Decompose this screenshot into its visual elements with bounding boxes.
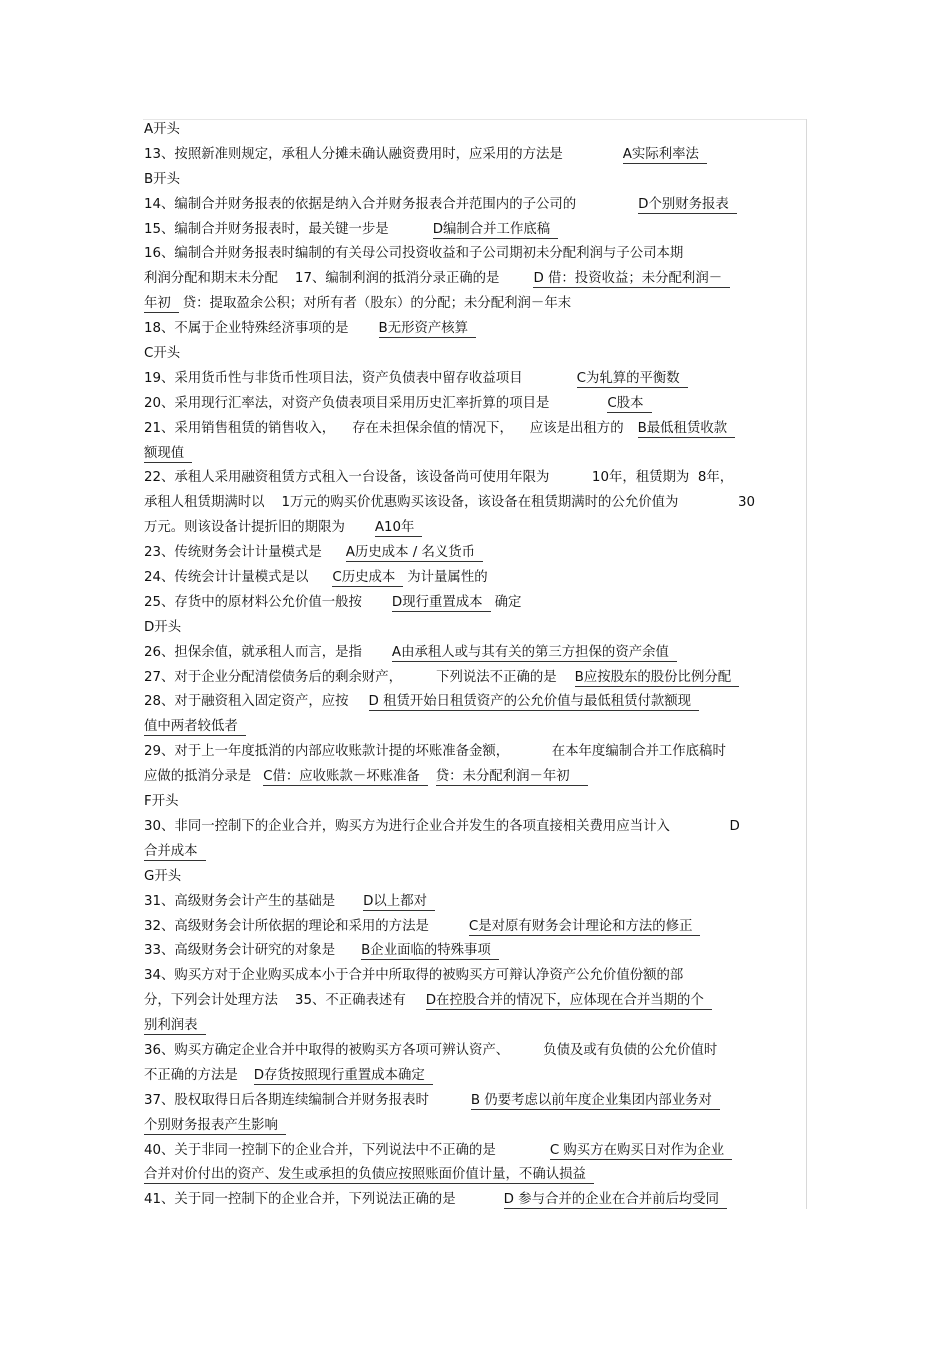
answer-text: A由承租人或与其有关的第三方担保的资产余值 <box>392 644 677 662</box>
text-line <box>144 317 808 342</box>
text-line <box>144 442 808 467</box>
text-line <box>144 218 808 243</box>
answer-text: B应按股东的股份比例分配 <box>575 669 739 687</box>
text-line <box>144 1163 808 1188</box>
question-text: 41、关于同一控制下的企业合并，下列说法正确的是 <box>144 1192 456 1208</box>
text-line <box>144 939 808 964</box>
answer-text: B企业面临的特殊事项 <box>361 942 499 960</box>
question-text: 31、高级财务会计产生的基础是 <box>144 893 336 909</box>
text-line <box>144 292 808 317</box>
text-line <box>144 840 808 865</box>
text-line <box>144 1039 808 1064</box>
answer-tail-text: 为计量属性的 <box>407 570 488 586</box>
question-text: 应做的抵消分录是 <box>144 769 252 785</box>
question-text: D开头 <box>144 619 182 635</box>
text-line <box>144 491 808 516</box>
question-text: 15、编制合并财务报表时，最关键一步是 <box>144 221 389 237</box>
answer-text: C股本 <box>607 395 651 413</box>
question-text: 19、采用货币性与非货币性项目法，资产负债表中留存收益项目 <box>144 370 523 386</box>
answer-text: D个别财务报表 <box>638 196 737 214</box>
question-text: 36、购买方确定企业合并中取得的被购买方各项可辨认资产、 负债及或有负债的公允价值时 <box>144 1042 718 1058</box>
answer-tail-text: 贷：提取盈余公积；对所有者（股东）的分配；未分配利润－年末 <box>182 296 572 312</box>
text-line <box>144 1064 808 1089</box>
question-text: 28、对于融资租入固定资产，应按 <box>144 694 349 710</box>
text-line <box>144 641 808 666</box>
text-line <box>144 466 808 491</box>
question-text: 分，下列会计处理方法 35、不正确表述有 <box>144 993 406 1009</box>
text-line <box>144 591 808 616</box>
answer-text: C 购买方在购买日对作为企业 <box>550 1142 732 1160</box>
answer-text: D 借：投资收益；未分配利润－ <box>533 270 730 288</box>
question-text: 利润分配和期末未分配 17、编制利润的抵消分录正确的是 <box>144 271 500 287</box>
text-line <box>144 790 808 815</box>
answer-text: 合并成本 <box>144 843 206 861</box>
answer-text: C历史成本 <box>332 569 403 587</box>
question-text: 37、股权取得日后各期连续编制合并财务报表时 <box>144 1092 429 1108</box>
answer-text: 额现值 <box>144 445 192 463</box>
text-line <box>144 964 808 989</box>
answer-text: D 参与合并的企业在合并前后均受同 <box>504 1191 727 1209</box>
answer-text: D以上都对 <box>363 893 435 911</box>
document-body <box>144 118 808 1213</box>
text-line <box>144 690 808 715</box>
question-text: C开头 <box>144 346 181 362</box>
text-line <box>144 740 808 765</box>
answer-tail-text: 确定 <box>494 594 522 610</box>
question-text: 24、传统会计计量模式是以 <box>144 570 309 586</box>
question-text: 万元。则该设备计提折旧的期限为 <box>144 520 345 536</box>
text-line <box>144 516 808 541</box>
answer-text: 个别财务报表产生影响 <box>144 1117 286 1135</box>
answer-text: 贷：未分配利润－年初 <box>436 768 588 786</box>
question-text: 27、对于企业分配清偿债务后的剩余财产， 下列说法不正确的是 <box>144 669 557 685</box>
text-line <box>144 616 808 641</box>
text-line <box>144 989 808 1014</box>
question-text: 40、关于非同一控制下的企业合并，下列说法中不正确的是 <box>144 1142 496 1158</box>
answer-text: B 仍要考虑以前年度企业集团内部业务对 <box>471 1092 720 1110</box>
question-text: G开头 <box>144 868 182 884</box>
answer-text: D 租赁开始日租赁资产的公允价值与最低租赁付款额现 <box>369 693 700 711</box>
question-text: 13、按照新准则规定，承租人分摊未确认融资费用时，应采用的方法是 <box>144 146 563 162</box>
text-line <box>144 392 808 417</box>
question-text: A开头 <box>144 122 180 137</box>
answer-text: C借：应收账款－坏账准备 <box>263 768 428 786</box>
question-text: 18、不属于企业特殊经济事项的是 <box>144 321 349 337</box>
text-line <box>144 865 808 890</box>
question-text: 14、编制合并财务报表的依据是纳入合并财务报表合并范围内的子公司的 <box>144 196 577 212</box>
answer-text: C是对原有财务会计理论和方法的修正 <box>469 918 701 936</box>
text-line <box>144 541 808 566</box>
question-text: 34、购买方对于企业购买成本小于合并中所取得的被购买方可辩认净资产公允价值份额的部 <box>144 968 684 984</box>
text-line <box>144 1139 808 1164</box>
text-line <box>144 815 808 840</box>
question-text: 26、担保余值，就承租人而言，是指 <box>144 644 362 660</box>
answer-text: 合并对价付出的资产、发生或承担的负债应按照账面价值计量，不确认损益 <box>144 1166 594 1184</box>
question-text: 32、高级财务会计所依据的理论和采用的方法是 <box>144 918 429 934</box>
answer-text: B最低租赁收款 <box>638 420 736 438</box>
answer-text: A实际利率法 <box>623 146 707 164</box>
answer-text: A历史成本 / 名义货币 <box>346 544 483 562</box>
answer-text: 值中两者较低者 <box>144 718 246 736</box>
text-line <box>144 168 808 193</box>
answer-text: A10年 <box>375 519 423 537</box>
answer-text: 别利润表 <box>144 1017 206 1035</box>
answer-text: D在控股合并的情况下，应体现在合并当期的个 <box>426 992 712 1010</box>
text-line <box>144 118 808 143</box>
answer-text: 年初 <box>144 295 179 313</box>
question-text: 25、存货中的原材料公允价值一般按 <box>144 594 362 610</box>
text-line <box>144 367 808 392</box>
text-line <box>144 417 808 442</box>
question-text: B开头 <box>144 171 180 187</box>
text-line <box>144 566 808 591</box>
question-text: 33、高级财务会计研究的对象是 <box>144 943 336 959</box>
text-line <box>144 765 808 790</box>
text-line <box>144 715 808 740</box>
question-text: 16、编制合并财务报表时编制的有关母公司投资收益和子公司期初未分配利润与子公司本期 <box>144 246 684 262</box>
text-line <box>144 1014 808 1039</box>
question-text: 30、非同一控制下的企业合并，购买方为进行企业合并发生的各项直接相关费用应当计入 D <box>144 818 740 834</box>
question-text: 22、承租人采用融资租赁方式租入一台设备，该设备尚可使用年限为 10年，租赁期为 8年， <box>144 470 734 486</box>
answer-text: D现行重置成本 <box>392 594 491 612</box>
text-line <box>144 915 808 940</box>
question-text: 21、采用销售租赁的销售收入， 存在未担保余值的情况下， 应该是出租方的 <box>144 420 624 436</box>
question-text: 20、采用现行汇率法，对资产负债表项目采用历史汇率折算的项目是 <box>144 395 550 411</box>
text-line <box>144 1188 808 1213</box>
text-line <box>144 143 808 168</box>
answer-text: D存货按照现行重置成本确定 <box>254 1067 433 1085</box>
text-line <box>144 1114 808 1139</box>
text-line <box>144 193 808 218</box>
question-text: F开头 <box>144 794 179 810</box>
text-line <box>144 242 808 267</box>
text-line <box>144 267 808 292</box>
answer-text: C为轧算的平衡数 <box>577 370 688 388</box>
text-line <box>144 890 808 915</box>
question-text: 不正确的方法是 <box>144 1067 238 1083</box>
question-text: 29、对于上一年度抵消的内部应收账款计提的坏账准备金额， 在本年度编制合并工作底稿时 <box>144 744 726 760</box>
answer-text: D编制合并工作底稿 <box>433 221 558 239</box>
text-line <box>144 342 808 367</box>
text-line <box>144 1089 808 1114</box>
text-line <box>144 666 808 691</box>
answer-text: B无形资产核算 <box>379 320 477 338</box>
question-text: 承租人租赁期满时以 1万元的购买价优惠购买该设备，该设备在租赁期满时的公允价值为 30 <box>144 495 756 511</box>
question-text: 23、传统财务会计计量模式是 <box>144 545 322 561</box>
